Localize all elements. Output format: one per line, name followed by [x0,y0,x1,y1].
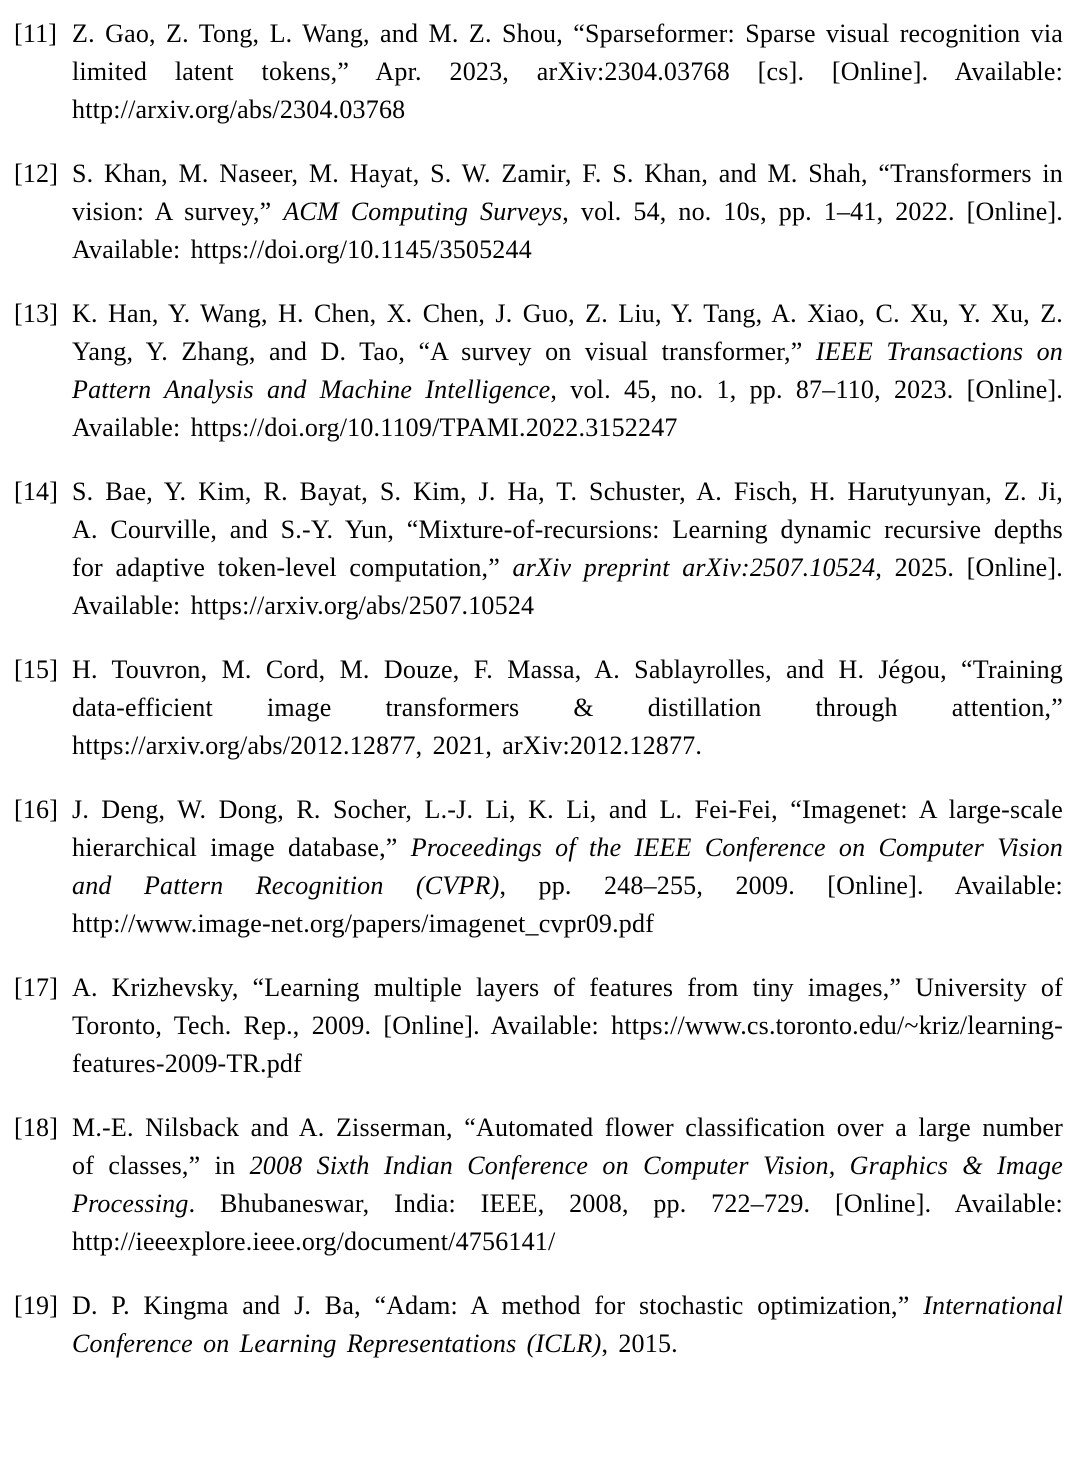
reference-text [72,15,1063,129]
reference-entry [14,791,1063,943]
reference-label: [19] [14,1291,59,1320]
reference-text-segment: ACM Computing Surveys [283,197,563,226]
reference-text [72,473,1063,625]
reference-label: [11] [14,19,58,48]
reference-entry [14,651,1063,765]
reference-text [72,791,1063,943]
reference-text-segment: , 2025. [Online]. Available: [72,553,1063,620]
reference-text-segment: , 2015. [601,1329,678,1358]
reference-text-segment: . Bhubaneswar, India: IEEE, 2008, pp. 722–729. [Online]. Available: [188,1189,1063,1218]
reference-label: [15] [14,655,59,684]
reference-text [72,295,1063,447]
reference-link[interactable]: http://www.image-net.org/papers/imagenet_cvpr09.pdf [72,909,655,938]
reference-entry [14,155,1063,269]
reference-entry [14,969,1063,1083]
reference-text-segment: International Conference on Learning Representations (ICLR) [72,1291,1063,1358]
reference-link[interactable]: https://www.cs.toronto.edu/~kriz/learning-features-2009-TR.pdf [72,1011,1063,1078]
reference-text [72,1109,1063,1261]
reference-label: [16] [14,795,59,824]
reference-text-segment: S. Bae, Y. Kim, R. Bayat, S. Kim, J. Ha, T. Schuster, A. Fisch, H. Harutyunyan, Z. Ji, A. Courville, and S.-Y. Yun, “Mixture-of-recursions: Learning dynamic recursive depths for adaptive token-level computation,” [72,477,1063,582]
reference-entry [14,295,1063,447]
reference-text-segment: , vol. 45, no. 1, pp. 87–110, 2023. [Online]. Available: [72,375,1064,442]
reference-link[interactable]: http://arxiv.org/abs/2304.03768 [72,95,406,124]
reference-text-segment: 2008 Sixth Indian Conference on Computer Vision, Graphics & Image Processing [72,1151,1063,1218]
reference-entry [14,15,1063,129]
reference-link[interactable]: https://doi.org/10.1145/3505244 [190,235,532,264]
reference-text [72,651,1063,765]
references-list [14,15,1063,1363]
reference-text-segment: S. Khan, M. Naseer, M. Hayat, S. W. Zamir, F. S. Khan, and M. Shah, “Transformers in vision: A survey,” [72,159,1063,226]
reference-text-segment: H. Touvron, M. Cord, M. Douze, F. Massa, A. Sablayrolles, and H. Jégou, “Training data-efficient image transformers & distillation through attention,” [72,655,1063,722]
reference-text-segment: , pp. 248–255, 2009. [Online]. Available: [499,871,1063,900]
reference-text-segment: IEEE Transactions on Pattern Analysis and Machine Intelligence [72,337,1064,404]
reference-link[interactable]: http://ieeexplore.ieee.org/document/4756141/ [72,1227,556,1256]
reference-link[interactable]: https://arxiv.org/abs/2507.10524 [190,591,535,620]
reference-link[interactable]: https://arxiv.org/abs/2012.12877 [72,731,416,760]
reference-text [72,155,1063,269]
reference-text-segment: arXiv preprint arXiv:2507.10524 [512,553,876,582]
reference-entry [14,1287,1063,1363]
reference-label: [12] [14,159,59,188]
reference-entry [14,1109,1063,1261]
reference-label: [13] [14,299,59,328]
reference-link[interactable]: https://doi.org/10.1109/TPAMI.2022.3152247 [190,413,678,442]
reference-text-segment: , vol. 54, no. 10s, pp. 1–41, 2022. [Online]. Available: [72,197,1063,264]
reference-label: [17] [14,973,59,1002]
reference-label: [14] [14,477,59,506]
reference-text [72,969,1063,1083]
reference-text [72,1287,1063,1363]
reference-text-segment: Proceedings of the IEEE Conference on Computer Vision and Pattern Recognition (CVPR) [72,833,1063,900]
reference-text-segment: K. Han, Y. Wang, H. Chen, X. Chen, J. Guo, Z. Liu, Y. Tang, A. Xiao, C. Xu, Y. Xu, Z. Yang, Y. Zhang, and D. Tao, “A survey on visual transformer,” [72,299,1063,366]
reference-text-segment: , 2021, arXiv:2012.12877. [415,731,703,760]
reference-text-segment: M.-E. Nilsback and A. Zisserman, “Automated flower classification over a large number of classes,” in [72,1113,1063,1180]
reference-entry [14,473,1063,625]
reference-text-segment: J. Deng, W. Dong, R. Socher, L.-J. Li, K. Li, and L. Fei-Fei, “Imagenet: A large-scale hierarchical image database,” [72,795,1063,862]
reference-text-segment: D. P. Kingma and J. Ba, “Adam: A method for stochastic optimization,” [72,1291,924,1320]
reference-text-segment: Z. Gao, Z. Tong, L. Wang, and M. Z. Shou, “Sparseformer: Sparse visual recognition via limited latent tokens,” Apr. 2023, arXiv:2304.03768 [cs]. [Online]. Available: [72,19,1063,86]
reference-label: [18] [14,1113,59,1142]
reference-text-segment: A. Krizhevsky, “Learning multiple layers of features from tiny images,” University of Toronto, Tech. Rep., 2009. [Online]. Available: [72,973,1063,1040]
